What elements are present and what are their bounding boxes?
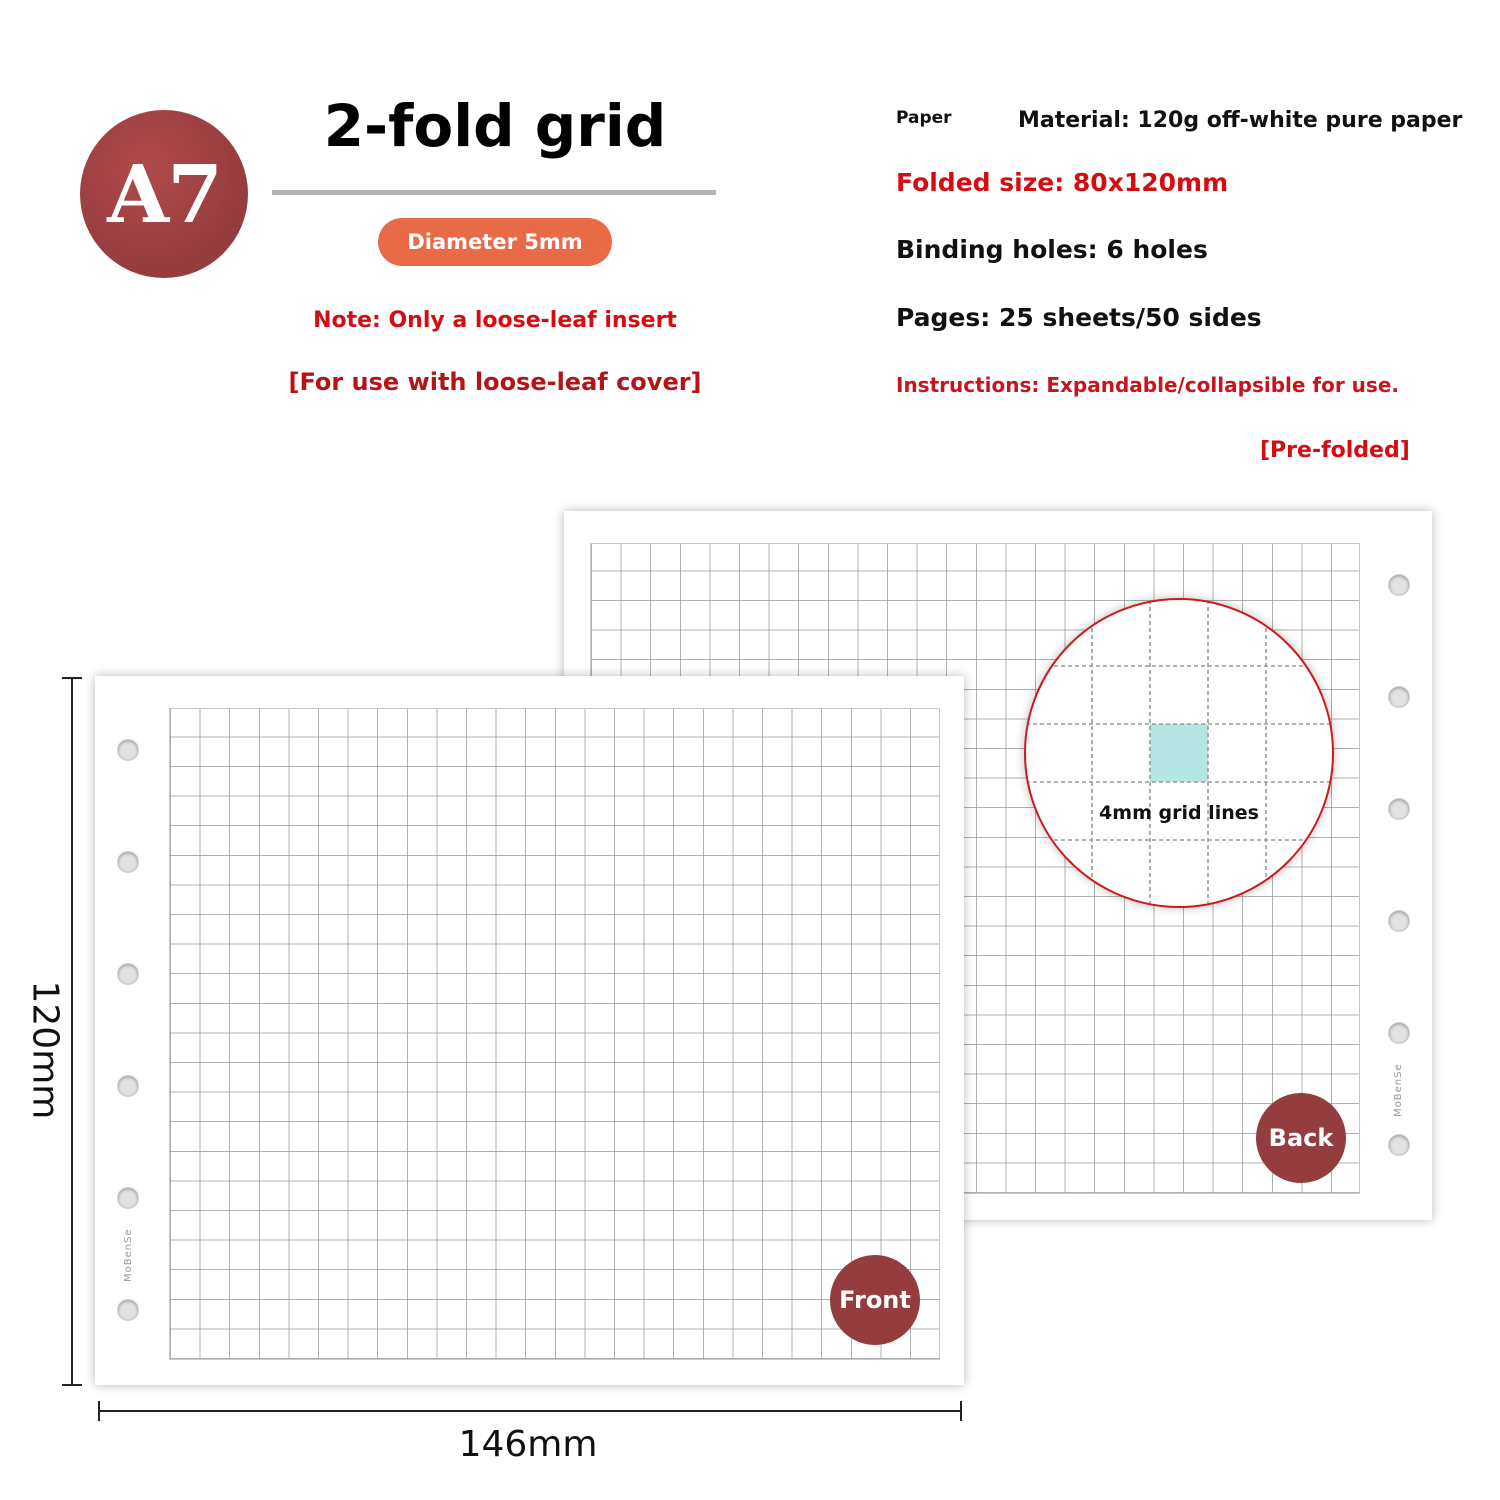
- binding-hole: [118, 740, 138, 760]
- title-divider: [272, 190, 716, 195]
- material-spec: Material: 120g off-white pure paper: [1018, 108, 1463, 133]
- binding-hole: [118, 1188, 138, 1208]
- paper-label: Paper: [896, 108, 952, 128]
- height-dimension-cap: [62, 677, 82, 679]
- width-dimension-label: 146mm: [458, 1424, 598, 1465]
- zoom-label: 4mm grid lines: [1099, 802, 1259, 824]
- width-dimension-cap: [960, 1401, 962, 1421]
- binding-hole: [1389, 799, 1409, 819]
- height-dimension-label: 120mm: [24, 980, 66, 1120]
- binding-holes-spec: Binding holes: 6 holes: [896, 235, 1208, 264]
- binding-hole: [118, 964, 138, 984]
- cover-note: [For use with loose-leaf cover]: [288, 368, 702, 396]
- binding-hole: [118, 852, 138, 872]
- binding-hole: [1389, 687, 1409, 707]
- front-grid: [169, 708, 940, 1360]
- brand-mark: MoBenSe: [123, 1228, 134, 1282]
- size-badge-label: A7: [107, 147, 221, 241]
- binding-hole: [1389, 911, 1409, 931]
- folded-size-spec: Folded size: 80x120mm: [896, 168, 1229, 197]
- binding-hole: [1389, 575, 1409, 595]
- front-sheet: [95, 676, 964, 1385]
- size-badge: [80, 110, 248, 278]
- prefolded-note: [Pre-folded]: [1260, 438, 1410, 463]
- instructions-spec: Instructions: Expandable/collapsible for use.: [896, 373, 1399, 397]
- zoom-grid: [1026, 600, 1332, 906]
- pages-spec: Pages: 25 sheets/50 sides: [896, 303, 1262, 332]
- binding-hole: [118, 1076, 138, 1096]
- insert-note: Note: Only a loose-leaf insert: [313, 308, 677, 333]
- page-title: 2-fold grid: [323, 92, 667, 160]
- diameter-badge: Diameter 5mm: [378, 218, 612, 266]
- width-dimension-line: [99, 1410, 961, 1412]
- highlighted-grid-cell: [1150, 724, 1208, 782]
- front-badge: Front: [830, 1255, 920, 1345]
- binding-hole: [1389, 1023, 1409, 1043]
- back-badge: Back: [1256, 1093, 1346, 1183]
- height-dimension-line: [71, 677, 73, 1386]
- grid-zoom-magnifier: [1024, 598, 1334, 908]
- binding-hole: [1389, 1135, 1409, 1155]
- brand-mark: MoBenSe: [1393, 1063, 1404, 1117]
- width-dimension-cap: [98, 1401, 100, 1421]
- binding-hole: [118, 1300, 138, 1320]
- height-dimension-cap: [62, 1384, 82, 1386]
